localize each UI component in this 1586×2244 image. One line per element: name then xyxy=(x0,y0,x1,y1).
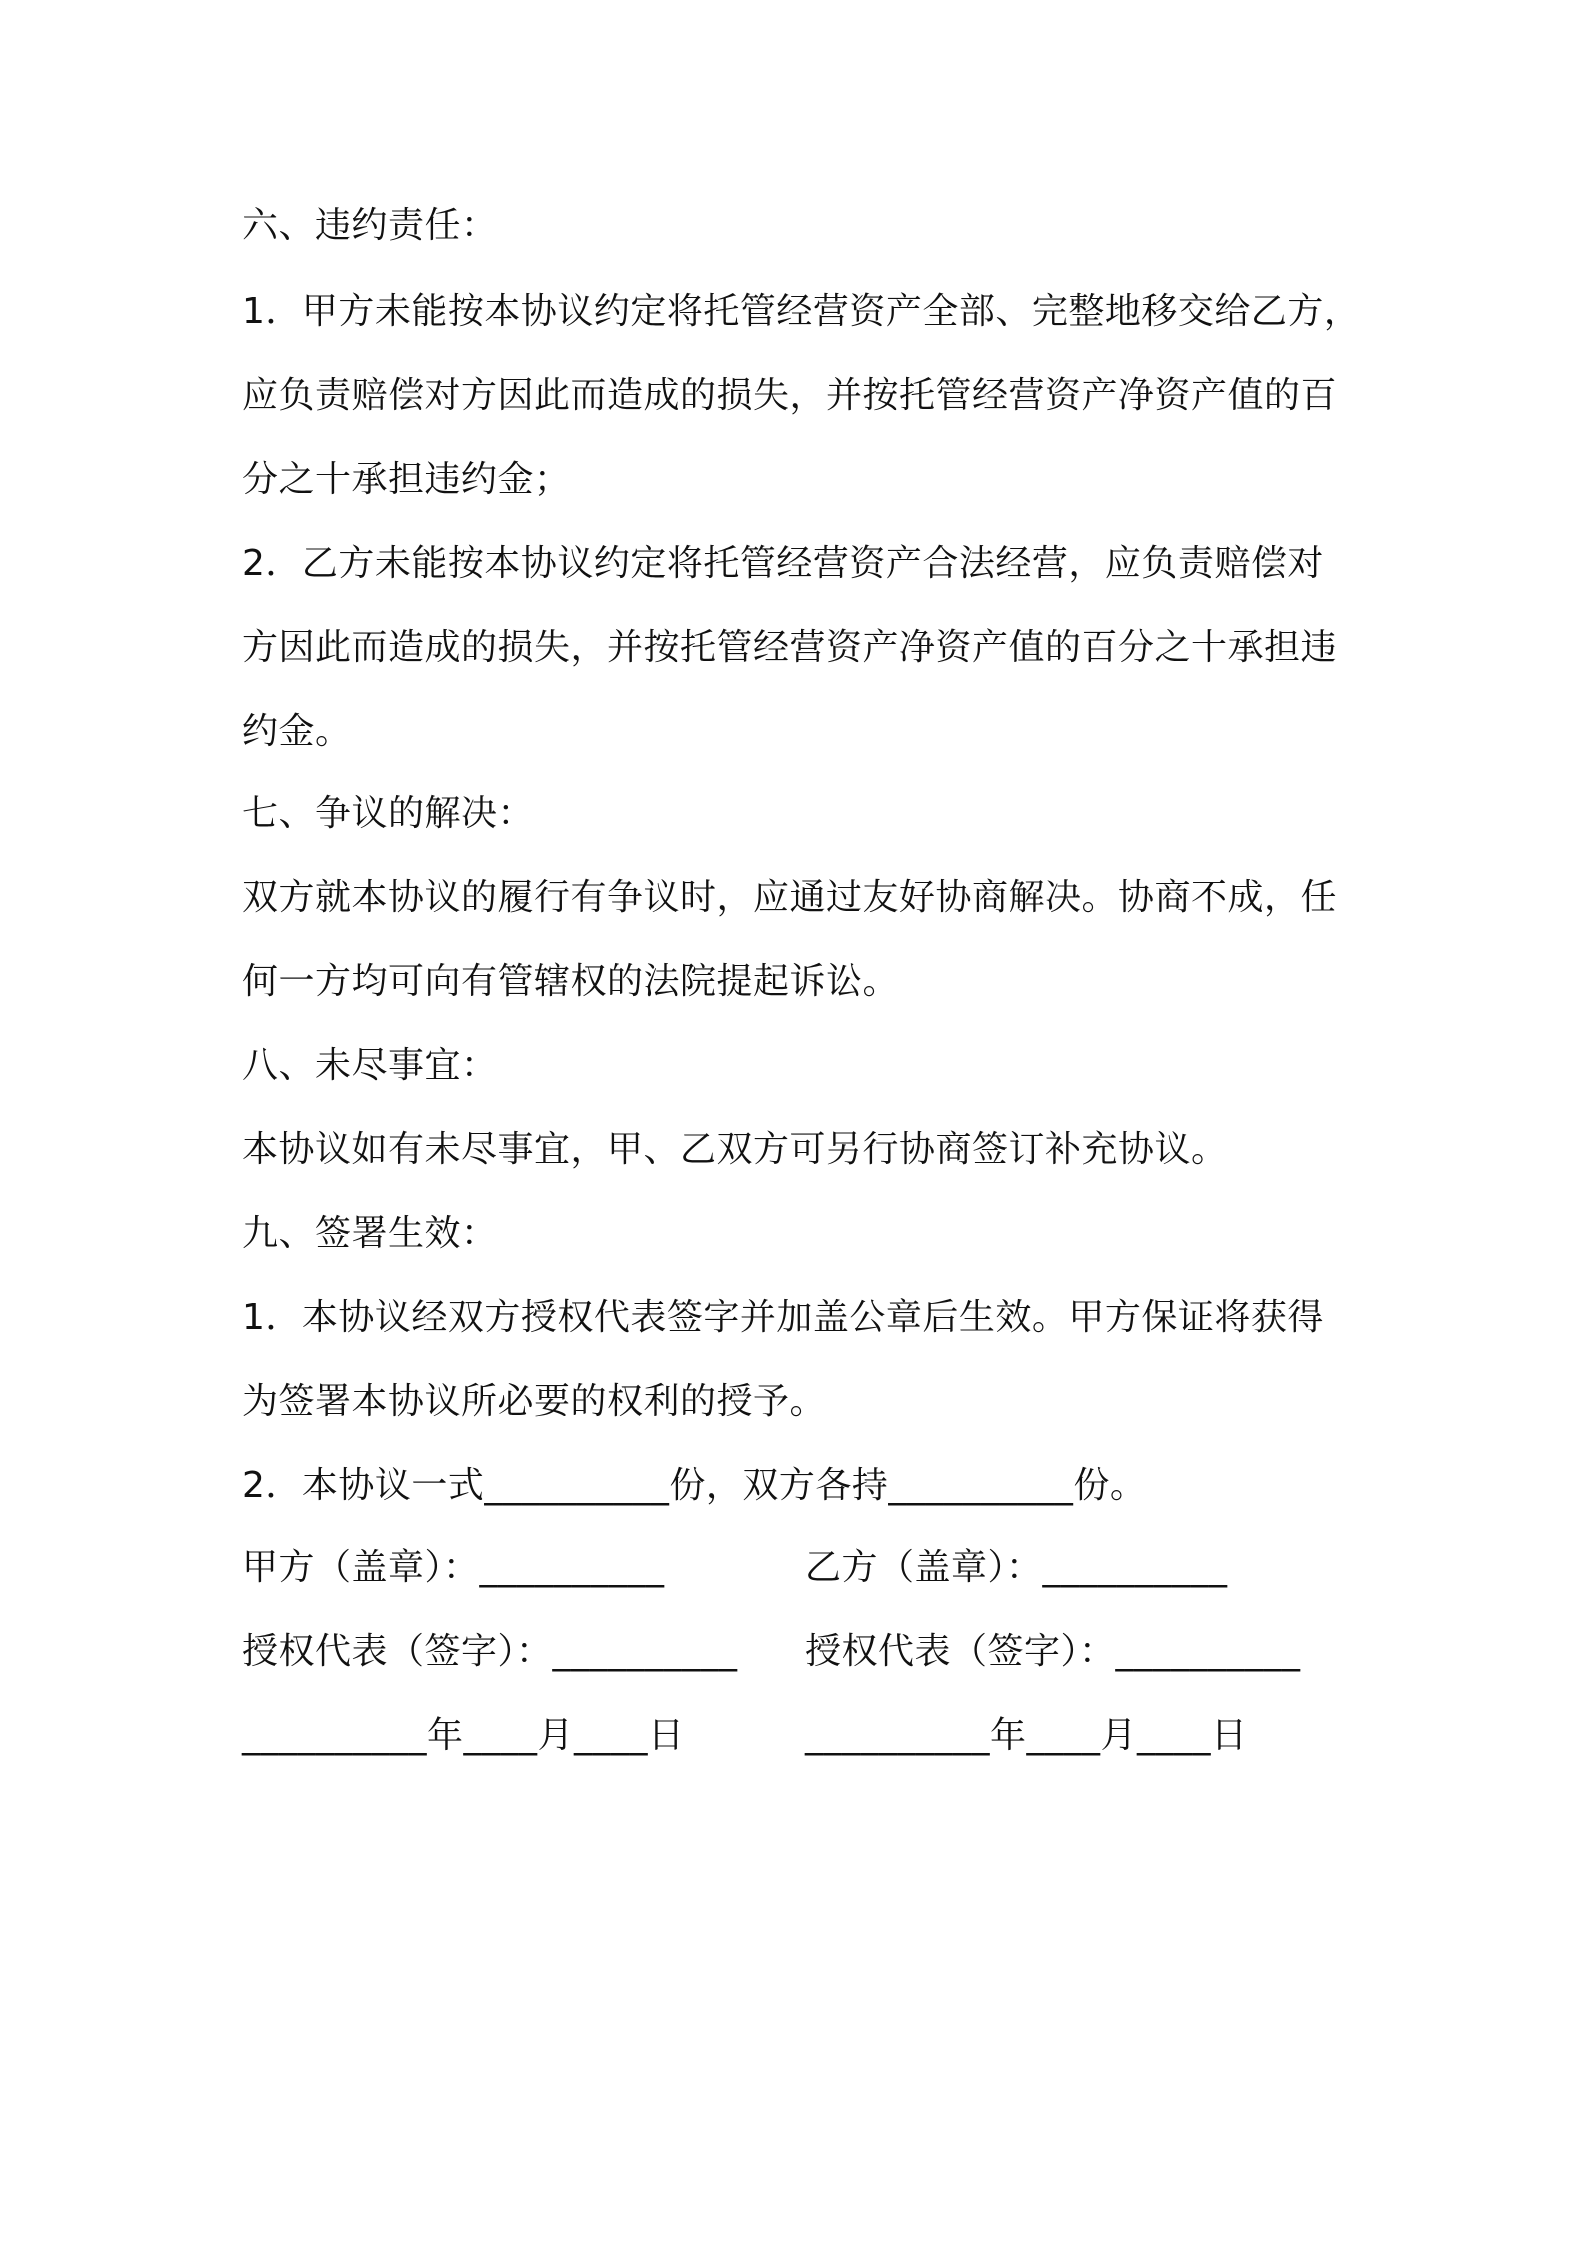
party-b-rep-field: 授权代表（签字）：__________ xyxy=(805,1631,1301,1672)
party-a-date-field: __________年____月____日 xyxy=(242,1715,685,1756)
section-6-item-2-line-1: 2．乙方未能按本协议约定将托管经营资产合法经营，应负责赔偿对 xyxy=(242,543,1324,584)
section-8-heading: 八、未尽事宜： xyxy=(242,1045,498,1086)
section-6-item-2-line-2: 方因此而造成的损失，并按托管经营资产净资产值的百分之十承担违 xyxy=(242,627,1338,668)
section-7-heading: 七、争议的解决： xyxy=(242,793,535,834)
section-9-item-2: 2．本协议一式__________份，双方各持__________份。 xyxy=(242,1465,1147,1506)
section-6-item-1-line-3: 分之十承担违约金； xyxy=(242,459,571,500)
section-7-line-2: 何一方均可向有管辖权的法院提起诉讼。 xyxy=(242,961,900,1002)
party-a-seal-field: 甲方（盖章）：__________ xyxy=(242,1547,665,1588)
party-a-rep-field: 授权代表（签字）：__________ xyxy=(242,1631,738,1672)
section-6-item-1-line-2: 应负责赔偿对方因此而造成的损失，并按托管经营资产净资产值的百 xyxy=(242,375,1338,416)
section-6-item-1-line-1: 1．甲方未能按本协议约定将托管经营资产全部、完整地移交给乙方， xyxy=(242,291,1361,332)
section-6-heading: 六、违约责任： xyxy=(242,205,498,246)
section-9-item-1-line-1: 1．本协议经双方授权代表签字并加盖公章后生效。甲方保证将获得 xyxy=(242,1297,1324,1338)
party-b-seal-field: 乙方（盖章）：__________ xyxy=(805,1547,1228,1588)
section-8-line-1: 本协议如有未尽事宜，甲、乙双方可另行协商签订补充协议。 xyxy=(242,1129,1228,1170)
section-7-line-1: 双方就本协议的履行有争议时，应通过友好协商解决。协商不成，任 xyxy=(242,877,1338,918)
section-9-heading: 九、签署生效： xyxy=(242,1213,498,1254)
section-6-item-2-line-3: 约金。 xyxy=(242,711,352,752)
section-9-item-1-line-2: 为签署本协议所必要的权利的授予。 xyxy=(242,1381,827,1422)
party-b-date-field: __________年____月____日 xyxy=(805,1715,1248,1756)
